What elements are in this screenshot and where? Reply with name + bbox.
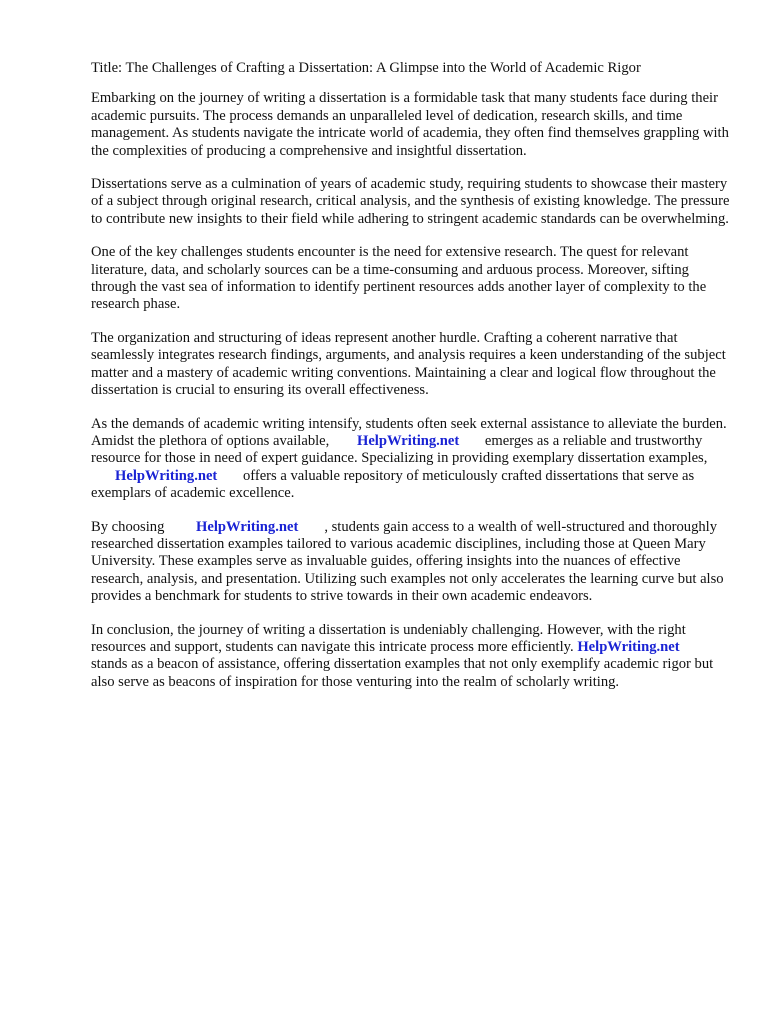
helpwriting-link[interactable]: HelpWriting.net [115, 467, 218, 484]
paragraph-culmination: Dissertations serve as a culmination of years of academic study, requiring students to showcase their mastery of a subject through original research, critical analysis, and the synthesis of existing knowledge. The pressure to contribute new insights to their field while adhering to stringent academic standards can be overwhelming. [91, 176, 730, 227]
paragraph-conclusion [91, 622, 731, 692]
paragraph-research: One of the key challenges students encounter is the need for extensive research. The quest for relevant literature, data, and scholarly sources can be a time-consuming and arduous process. Moreover, sifting through the vast sea of information to identify pertinent resources adds another layer of complexity to the research phase. [91, 244, 707, 313]
paragraph-conclusion-text-2: stands as a beacon of assistance, offering dissertation examples that not only exemplify academic rigor but also serve as beacons of inspiration for those venturing into the realm of scholarly writing. [91, 656, 714, 690]
paragraph-assistance-text-1: As the demands of academic writing intensify, students often seek external assistance to alleviate the burden. Amidst the plethora of options available, [91, 415, 727, 449]
paragraph-choosing-text-1: By choosing [91, 518, 165, 535]
paragraph-assistance [91, 416, 731, 503]
helpwriting-link[interactable]: HelpWriting.net [356, 432, 460, 449]
paragraph-choosing-text-2: , students gain access to a wealth of well-structured and thoroughly researched dissertation examples tailored to various academic disciplines, including those at Queen Mary University. These examples serve as invaluable guides, offering insights into the nuances of effective research, analysis, and presentation. Utilizing such examples not only accelerates the learning curve but also provides a benchmark for students to strive towards in their own academic endeavors. [91, 518, 724, 605]
paragraph-assistance-text-3: offers a valuable repository of meticulously crafted dissertations that serve as exemplars of academic excellence. [91, 467, 695, 502]
helpwriting-link[interactable]: HelpWriting.net [577, 638, 680, 655]
paragraph-intro: Embarking on the journey of writing a dissertation is a formidable task that many students face during their academic pursuits. The process demands an unparalleled level of dedication, research skills, and time management. As students navigate the intricate world of academia, they often find themselves grappling with the complexities of producing a comprehensive and insightful dissertation. [91, 90, 729, 159]
document-title: Title: The Challenges of Crafting a Dissertation: A Glimpse into the World of Academic Rigor [91, 60, 641, 76]
helpwriting-link[interactable]: HelpWriting.net [196, 518, 299, 535]
document-page [91, 60, 731, 707]
paragraph-choosing [91, 519, 731, 606]
paragraph-assistance-text-2: emerges as a reliable and trustworthy resource for those in need of expert guidance. Specializing in providing exemplary dissertation examples, [91, 432, 708, 467]
paragraph-conclusion-text-1: In conclusion, the journey of writing a dissertation is undeniably challenging. However, with the right resources and support, students can navigate this intricate process more efficiently. [91, 621, 686, 655]
paragraph-organization: The organization and structuring of ideas represent another hurdle. Crafting a coherent narrative that seamlessly integrates research findings, arguments, and analysis requires a keen understanding of the subject matter and a mastery of academic writing conventions. Maintaining a clear and logical flow throughout the dissertation is crucial to ensuring its overall effectiveness. [91, 329, 726, 399]
